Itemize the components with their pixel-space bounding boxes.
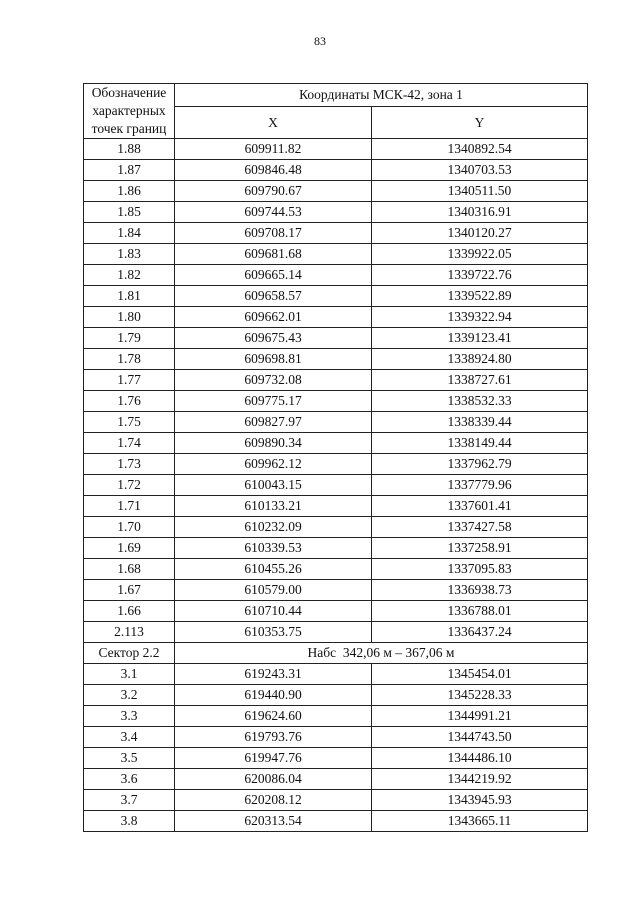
x-cell: 619243.31: [175, 664, 372, 685]
x-cell: 609665.14: [175, 265, 372, 286]
y-cell: 1344743.50: [372, 727, 588, 748]
point-cell: 1.75: [84, 412, 175, 433]
table-row: [84, 685, 588, 706]
table-row: [84, 601, 588, 622]
y-cell: 1337258.91: [372, 538, 588, 559]
x-cell: 609911.82: [175, 139, 372, 160]
page-number: 83: [314, 34, 326, 48]
point-cell: 1.71: [84, 496, 175, 517]
x-cell: 609681.68: [175, 244, 372, 265]
x-cell: 620086.04: [175, 769, 372, 790]
point-cell: 1.67: [84, 580, 175, 601]
table-row: [84, 433, 588, 454]
header-coordinates: Координаты МСК-42, зона 1: [175, 84, 588, 107]
x-cell: 609732.08: [175, 370, 372, 391]
header-row: [84, 84, 588, 107]
table-row: [84, 370, 588, 391]
point-cell: 1.70: [84, 517, 175, 538]
y-cell: 1343945.93: [372, 790, 588, 811]
table-row: [84, 496, 588, 517]
table-row: [84, 517, 588, 538]
point-cell: 1.77: [84, 370, 175, 391]
point-cell: 1.84: [84, 223, 175, 244]
y-cell: 1340316.91: [372, 202, 588, 223]
coordinates-table: [83, 83, 588, 832]
x-cell: 610455.26: [175, 559, 372, 580]
point-cell: 1.66: [84, 601, 175, 622]
table-row: [84, 286, 588, 307]
point-cell: 1.69: [84, 538, 175, 559]
y-cell: 1339722.76: [372, 265, 588, 286]
table-row: [84, 181, 588, 202]
point-cell: 1.76: [84, 391, 175, 412]
y-cell: 1338149.44: [372, 433, 588, 454]
y-cell: 1339123.41: [372, 328, 588, 349]
x-cell: 619947.76: [175, 748, 372, 769]
point-cell: 3.1: [84, 664, 175, 685]
table-row: [84, 475, 588, 496]
point-cell: 2.113: [84, 622, 175, 643]
table-row: [84, 748, 588, 769]
x-cell: 619624.60: [175, 706, 372, 727]
point-cell: 3.4: [84, 727, 175, 748]
y-cell: 1340120.27: [372, 223, 588, 244]
x-cell: 609708.17: [175, 223, 372, 244]
point-cell: 3.3: [84, 706, 175, 727]
y-cell: 1340703.53: [372, 160, 588, 181]
x-cell: 609658.57: [175, 286, 372, 307]
x-cell: 610232.09: [175, 517, 372, 538]
sector-height-range: Набс 342,06 м – 367,06 м: [175, 643, 588, 664]
x-cell: 610043.15: [175, 475, 372, 496]
x-cell: 610353.75: [175, 622, 372, 643]
table-row: [84, 328, 588, 349]
y-cell: 1339322.94: [372, 307, 588, 328]
y-cell: 1339522.89: [372, 286, 588, 307]
point-cell: 3.7: [84, 790, 175, 811]
table-row: [84, 244, 588, 265]
y-cell: 1337095.83: [372, 559, 588, 580]
y-cell: 1337601.41: [372, 496, 588, 517]
y-cell: 1345454.01: [372, 664, 588, 685]
y-cell: 1339922.05: [372, 244, 588, 265]
y-cell: 1343665.11: [372, 811, 588, 832]
table-row: [84, 223, 588, 244]
point-cell: 1.85: [84, 202, 175, 223]
point-cell: 1.78: [84, 349, 175, 370]
y-cell: 1336938.73: [372, 580, 588, 601]
x-cell: 610133.21: [175, 496, 372, 517]
table-row: [84, 622, 588, 643]
y-cell: 1338339.44: [372, 412, 588, 433]
table-row: [84, 349, 588, 370]
x-cell: 620208.12: [175, 790, 372, 811]
x-cell: 609698.81: [175, 349, 372, 370]
y-cell: 1336788.01: [372, 601, 588, 622]
y-cell: 1337427.58: [372, 517, 588, 538]
table-row: [84, 139, 588, 160]
x-cell: 609744.53: [175, 202, 372, 223]
y-cell: 1337779.96: [372, 475, 588, 496]
point-cell: 1.83: [84, 244, 175, 265]
header-point-line: точек границ: [91, 121, 167, 136]
table-row: [84, 706, 588, 727]
header-x: X: [175, 107, 372, 139]
x-cell: 609846.48: [175, 160, 372, 181]
x-cell: 619793.76: [175, 727, 372, 748]
x-cell: 620313.54: [175, 811, 372, 832]
y-cell: 1338924.80: [372, 349, 588, 370]
coordinates-table-body: [84, 84, 588, 832]
point-cell: 3.6: [84, 769, 175, 790]
point-cell: 1.81: [84, 286, 175, 307]
table-row: [84, 580, 588, 601]
point-cell: 1.82: [84, 265, 175, 286]
table-row: [84, 391, 588, 412]
point-cell: 1.72: [84, 475, 175, 496]
point-cell: 1.74: [84, 433, 175, 454]
y-cell: 1344991.21: [372, 706, 588, 727]
y-cell: 1344486.10: [372, 748, 588, 769]
point-cell: 3.8: [84, 811, 175, 832]
x-cell: 609827.97: [175, 412, 372, 433]
sector-label: Сектор 2.2: [84, 643, 175, 664]
x-cell: 609962.12: [175, 454, 372, 475]
x-cell: 610579.00: [175, 580, 372, 601]
point-cell: 1.68: [84, 559, 175, 580]
table-row: [84, 811, 588, 832]
header-y: Y: [372, 107, 588, 139]
y-cell: 1337962.79: [372, 454, 588, 475]
y-cell: 1338532.33: [372, 391, 588, 412]
x-cell: 609662.01: [175, 307, 372, 328]
table-row: [84, 412, 588, 433]
point-cell: 1.79: [84, 328, 175, 349]
table-row: [84, 307, 588, 328]
x-cell: 609890.34: [175, 433, 372, 454]
point-cell: 3.5: [84, 748, 175, 769]
y-cell: 1345228.33: [372, 685, 588, 706]
sector-row: [84, 643, 588, 664]
y-cell: 1338727.61: [372, 370, 588, 391]
table-row: [84, 769, 588, 790]
y-cell: 1340511.50: [372, 181, 588, 202]
header-point-line: характерных: [92, 103, 166, 118]
point-cell: 1.73: [84, 454, 175, 475]
header-point-line: Обозначение: [91, 85, 167, 100]
x-cell: 610710.44: [175, 601, 372, 622]
point-cell: 3.2: [84, 685, 175, 706]
table-row: [84, 265, 588, 286]
table-row: [84, 727, 588, 748]
x-cell: 609775.17: [175, 391, 372, 412]
table-row: [84, 202, 588, 223]
x-cell: 619440.90: [175, 685, 372, 706]
point-cell: 1.86: [84, 181, 175, 202]
header-point-designation: [84, 84, 175, 139]
x-cell: 610339.53: [175, 538, 372, 559]
point-cell: 1.87: [84, 160, 175, 181]
table-row: [84, 790, 588, 811]
table-row: [84, 160, 588, 181]
point-cell: 1.80: [84, 307, 175, 328]
y-cell: 1344219.92: [372, 769, 588, 790]
table-row: [84, 538, 588, 559]
y-cell: 1340892.54: [372, 139, 588, 160]
x-cell: 609790.67: [175, 181, 372, 202]
table-row: [84, 664, 588, 685]
y-cell: 1336437.24: [372, 622, 588, 643]
point-cell: 1.88: [84, 139, 175, 160]
x-cell: 609675.43: [175, 328, 372, 349]
table-row: [84, 454, 588, 475]
table-row: [84, 559, 588, 580]
